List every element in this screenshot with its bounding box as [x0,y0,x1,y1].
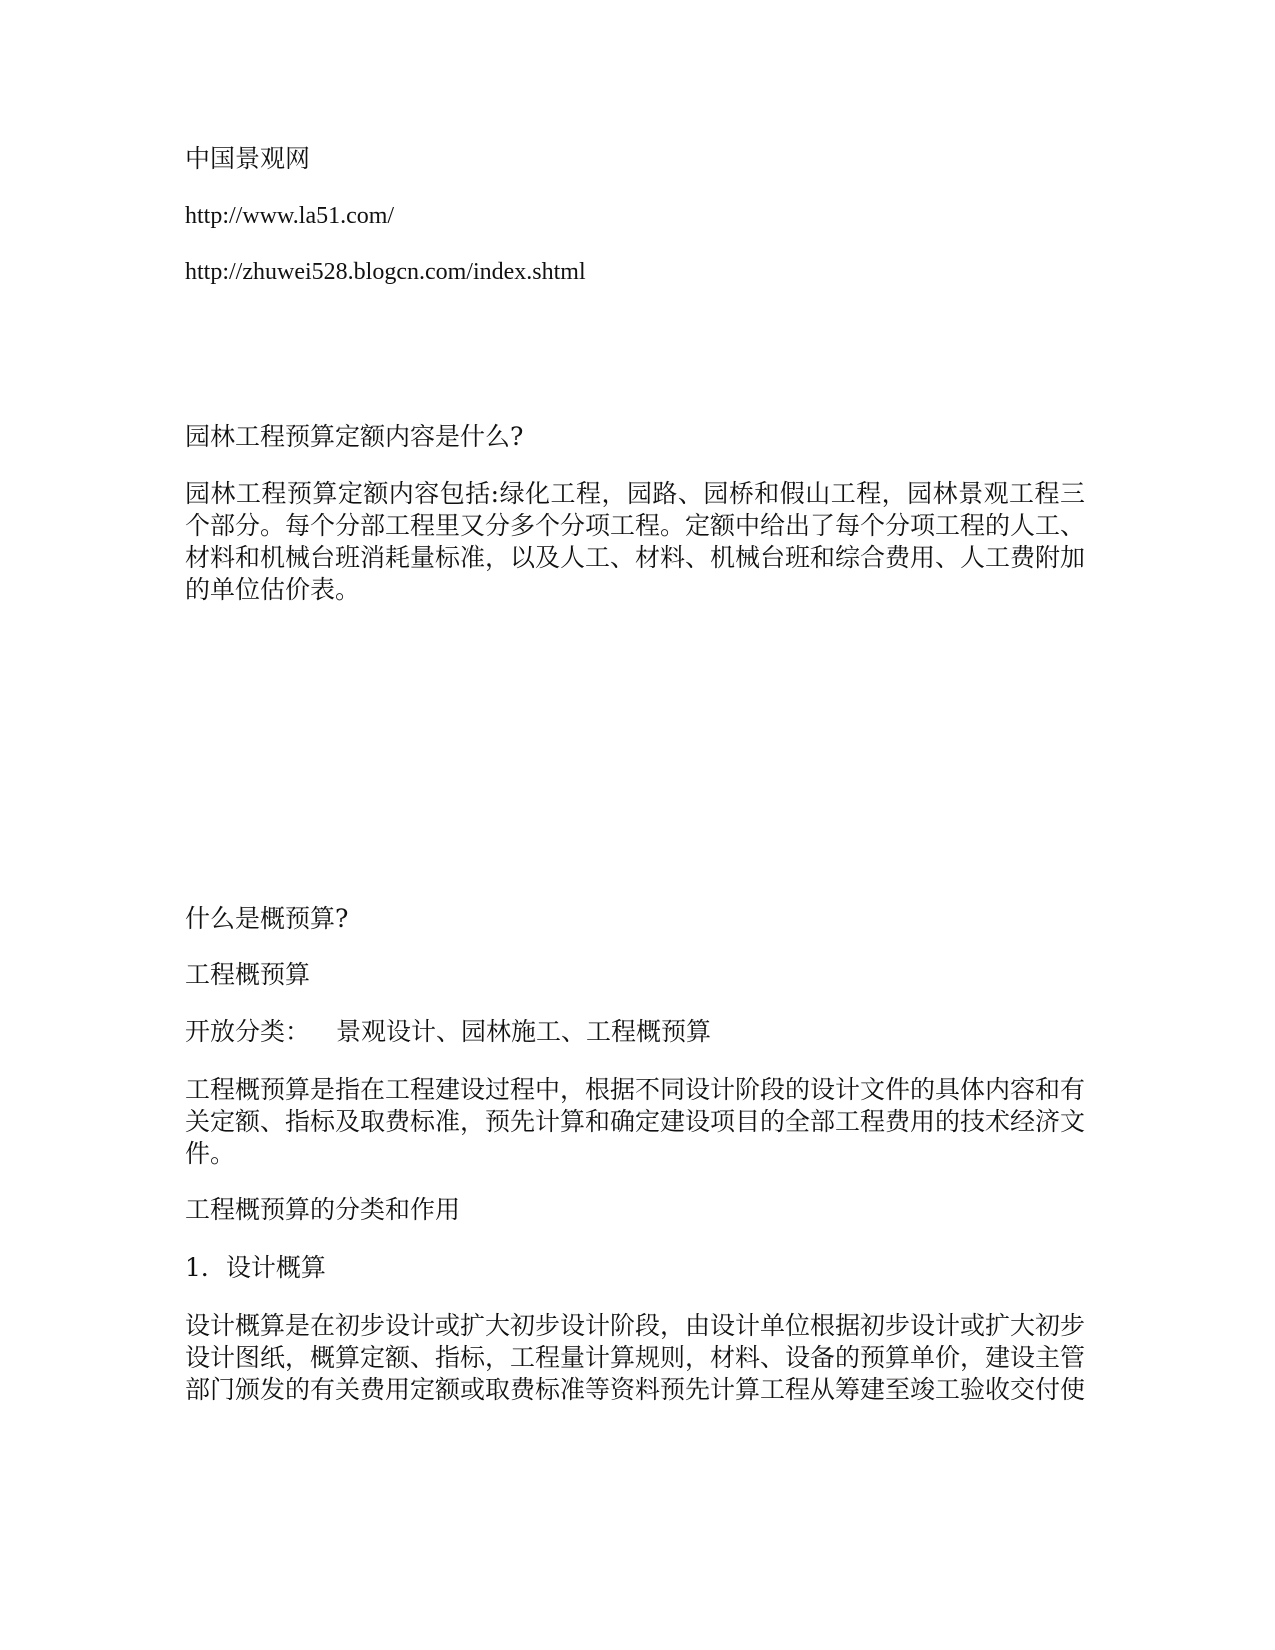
site-name: 中国景观网 [185,144,311,173]
question-2-heading: 什么是概预算? [185,904,349,933]
item-1-heading: 1．设计概算 [185,1253,326,1282]
definition-paragraph: 工程概预算是指在工程建设过程中，根据不同设计阶段的设计文件的具体内容和有关定额、指标及取费标准，预先计算和确定建设项目的全部工程费用的技术经济文件。 [185,1075,1086,1168]
category-values: 景观设计、园林施工、工程概预算 [336,1017,712,1046]
question-1-heading: 园林工程预算定额内容是什么? [185,422,524,451]
url-link-2[interactable]: http://zhuwei528.blogcn.com/index.shtml [185,259,586,285]
section-heading: 工程概预算的分类和作用 [185,1195,461,1224]
question-1-answer: 园林工程预算定额内容包括:绿化工程，园路、园桥和假山工程，园林景观工程三个部分。每个分部工程里又分多个分项工程。定额中给出了每个分项工程的人工、材料和机械台班消耗量标准，以及人工、材料、机械台班和综合费用、人工费附加的单位估价表。 [185,479,1086,604]
url-link-1[interactable]: http://www.la51.com/ [185,203,395,229]
item-1-paragraph: 设计概算是在初步设计或扩大初步设计阶段，由设计单位根据初步设计或扩大初步设计图纸，概算定额、指标，工程量计算规则，材料、设备的预算单价，建设主管部门颁发的有关费用定额或取费标准等资料预先计算工程从筹建至竣工验收交付使 [185,1311,1086,1404]
category-line [185,1016,1085,1048]
term-heading: 工程概预算 [185,960,311,989]
category-label: 开放分类： [185,1017,311,1046]
